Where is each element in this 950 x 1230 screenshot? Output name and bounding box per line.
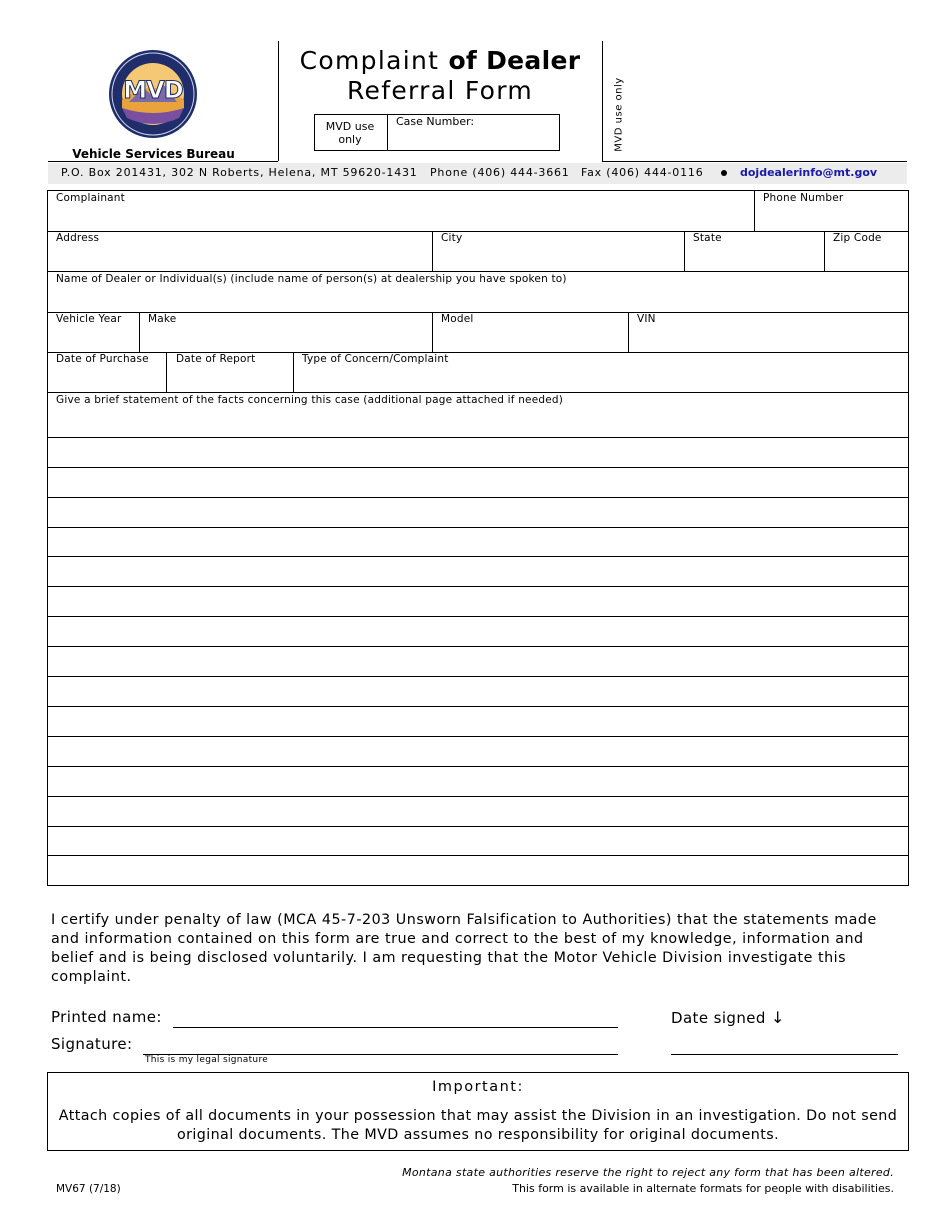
contact-phone: Phone (406) 444-3661 — [430, 166, 570, 179]
concern-type-label: Type of Concern/Complaint — [302, 353, 449, 365]
phone-number-label: Phone Number — [763, 192, 844, 204]
city-label: City — [441, 232, 463, 244]
model-label: Model — [441, 313, 474, 325]
complainant-label: Complainant — [56, 192, 125, 204]
make-input[interactable] — [144, 329, 432, 351]
signature-input[interactable] — [143, 1032, 618, 1055]
signature-label: Signature: — [51, 1035, 133, 1053]
date-of-purchase-label: Date of Purchase — [56, 353, 149, 365]
date-of-purchase-input[interactable] — [52, 369, 166, 391]
footer-notice-formats: This form is available in alternate formats for people with disabilities. — [512, 1182, 894, 1195]
contact-address: P.O. Box 201431, 302 N Roberts, Helena, MT 59620-1431 — [61, 166, 418, 179]
contact-email[interactable]: dojdealerinfo@mt.gov — [740, 166, 878, 179]
title-part-1: Complaint — [299, 46, 449, 75]
make-label: Make — [148, 313, 177, 325]
date-signed-input[interactable] — [671, 1032, 898, 1055]
city-input[interactable] — [437, 248, 684, 270]
mvd-use-label: MVD use only — [325, 120, 375, 146]
vin-label: VIN — [637, 313, 656, 325]
printed-name-label: Printed name: — [51, 1008, 162, 1026]
model-input[interactable] — [437, 329, 628, 351]
form-number: MV67 (7/18) — [56, 1183, 121, 1195]
state-label: State — [693, 232, 722, 244]
zip-code-label: Zip Code — [833, 232, 882, 244]
title-line-2: Referral Form — [346, 76, 534, 105]
contact-bar — [48, 163, 907, 184]
date-of-report-input[interactable] — [171, 369, 293, 391]
printed-name-input[interactable] — [173, 1005, 618, 1028]
case-number-label: Case Number: — [396, 115, 475, 128]
vin-input[interactable] — [633, 329, 909, 351]
state-input[interactable] — [689, 248, 824, 270]
title-part-2: of Dealer — [448, 46, 581, 75]
date-signed-text: Date signed — [671, 1009, 766, 1027]
important-box — [47, 1072, 909, 1151]
mvd-use-box — [314, 114, 560, 151]
important-body: Attach copies of all documents in your possession that may assist the Division in an investigation. Do not send original documents. The MVD assumes no responsibility for original documents. — [58, 1108, 898, 1143]
phone-number-input[interactable] — [759, 207, 907, 229]
dealer-name-label: Name of Dealer or Individual(s) (include name of person(s) at dealership you have spoken to) — [56, 273, 567, 285]
legal-signature-note: This is my legal signature — [145, 1055, 269, 1065]
statement-textarea[interactable] — [52, 410, 909, 884]
footer-notice-altered: Montana state authorities reserve the right to reject any form that has been altered. — [402, 1166, 894, 1179]
dealer-name-input[interactable] — [52, 289, 909, 311]
address-label: Address — [56, 232, 100, 244]
logo — [107, 48, 199, 140]
address-input[interactable] — [52, 248, 432, 270]
vehicle-year-label: Vehicle Year — [56, 313, 122, 325]
form-title — [278, 46, 602, 106]
important-title: Important: — [432, 1079, 524, 1095]
date-signed-label — [671, 1008, 785, 1027]
date-of-report-label: Date of Report — [176, 353, 256, 365]
bullet-icon — [721, 170, 727, 176]
statement-label: Give a brief statement of the facts concerning this case (additional page attached if needed) — [56, 394, 564, 406]
side-mvd-use-label: MVD use only — [613, 77, 625, 152]
concern-type-input[interactable] — [298, 369, 909, 391]
bureau-name: Vehicle Services Bureau — [72, 147, 235, 161]
zip-code-input[interactable] — [829, 248, 909, 270]
down-arrow-icon: ↓ — [770, 1008, 785, 1027]
vehicle-year-input[interactable] — [52, 329, 139, 351]
certification-text: I certify under penalty of law (MCA 45-7-203 Unsworn Falsification to Authorities) that the statements made and information contained on this form are true and correct to the best of my knowledge, information and belief and is being disclosed voluntarily. I am requesting that the Motor Vehicle Division investigate this complaint. — [51, 912, 877, 985]
contact-fax: Fax (406) 444-0116 — [581, 166, 704, 179]
logo-center-text: MVD — [123, 76, 183, 104]
case-number-input[interactable] — [395, 129, 559, 149]
complainant-input[interactable] — [52, 207, 753, 229]
